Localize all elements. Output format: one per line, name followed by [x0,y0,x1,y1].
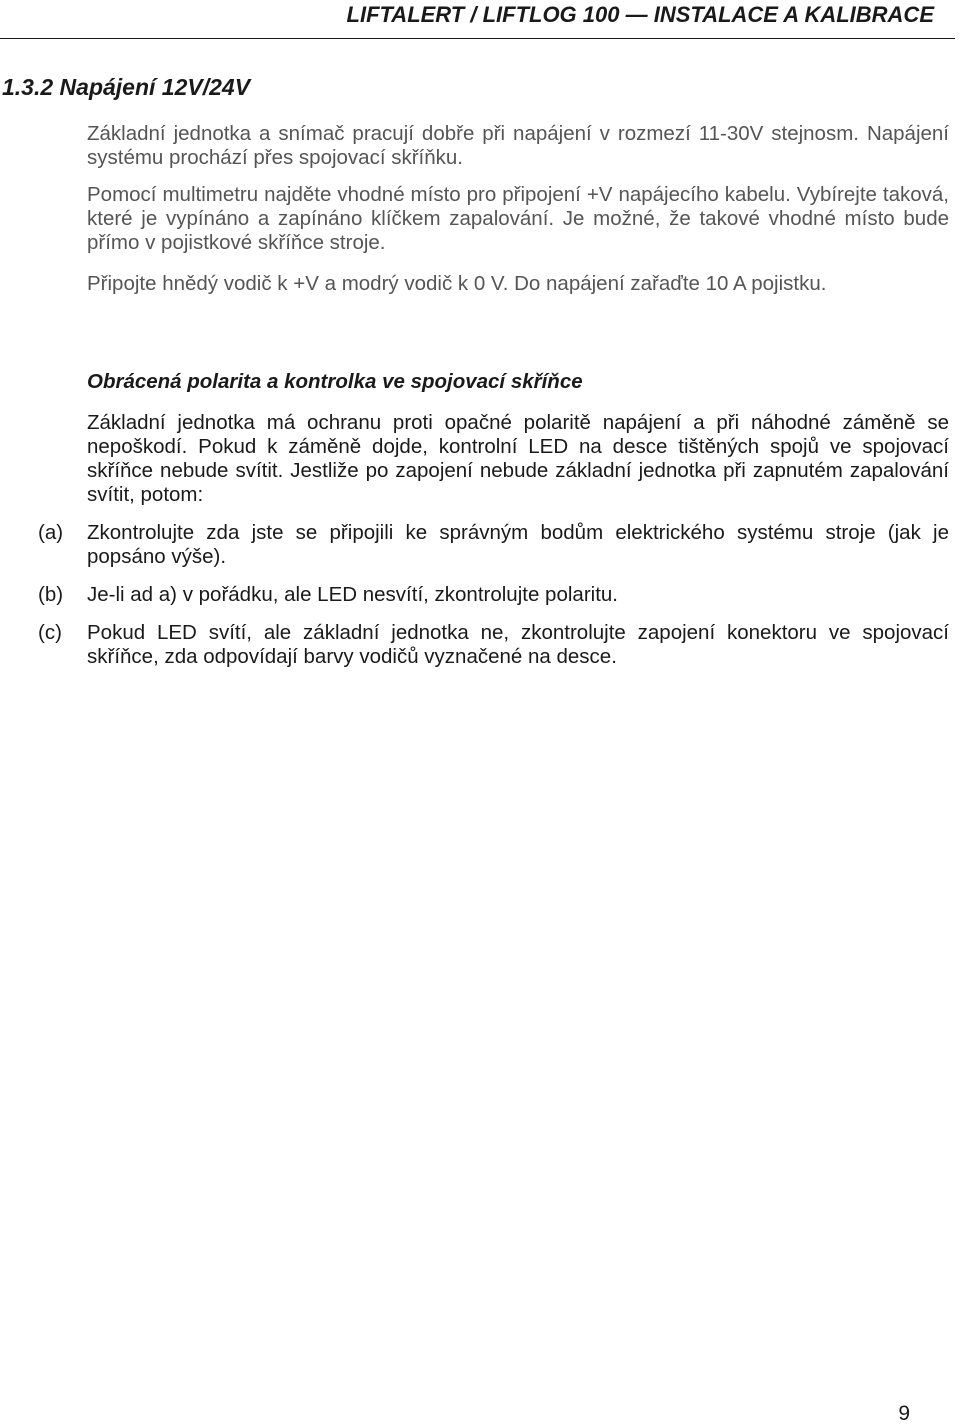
list-marker: (b) [38,583,64,606]
paragraph-multimeter: Pomocí multimetru najděte vhodné místo pro připojení +V napájecího kabelu. Vybírejte taková, které je vypínáno a zapínáno klíčkem zapalování. Je možné, že takové vhodné místo bude přímo v pojistkové skříňce stroje. [87,183,949,254]
polarity-subheading: Obrácená polarita a kontrolka ve spojovací skříňce [87,370,583,393]
list-item-text: Zkontrolujte zda jste se připojili ke správným bodům elektrického systému stroje (jak je popsáno výše). [87,521,949,568]
paragraph-wiring: Připojte hnědý vodič k +V a modrý vodič k 0 V. Do napájení zařaďte 10 A pojistku. [87,272,827,295]
paragraph-voltage-range: Základní jednotka a snímač pracují dobře při napájení v rozmezí 11-30V stejnosm. Napájení systému prochází přes spojovací skříňku. [87,122,949,169]
paragraph-polarity-intro: Základní jednotka má ochranu proti opačné polaritě napájení a při náhodné záměně se nepoškodí. Pokud k záměně dojde, kontrolní LED na desce tištěných spojů ve spojovací skříňce nebude svítit. Jestliže po zapojení nebude základní jednotka při zapnutém zapalování svítit, potom: [87,411,949,506]
section-heading: 1.3.2 Napájení 12V/24V [2,74,251,100]
header-divider [0,38,955,39]
list-item-text: Je-li ad a) v pořádku, ale LED nesvítí, zkontrolujte polaritu. [87,583,618,606]
page-number: 9 [898,1402,910,1425]
document-header-title: LIFTALERT / LIFTLOG 100 — INSTALACE A KALIBRACE [346,2,934,27]
list-marker: (a) [38,521,64,544]
list-item-text: Pokud LED svítí, ale základní jednotka ne, zkontrolujte zapojení konektoru ve spojovací skříňce, zda odpovídají barvy vodičů vyznačené na desce. [87,621,949,668]
list-marker: (c) [38,621,62,644]
